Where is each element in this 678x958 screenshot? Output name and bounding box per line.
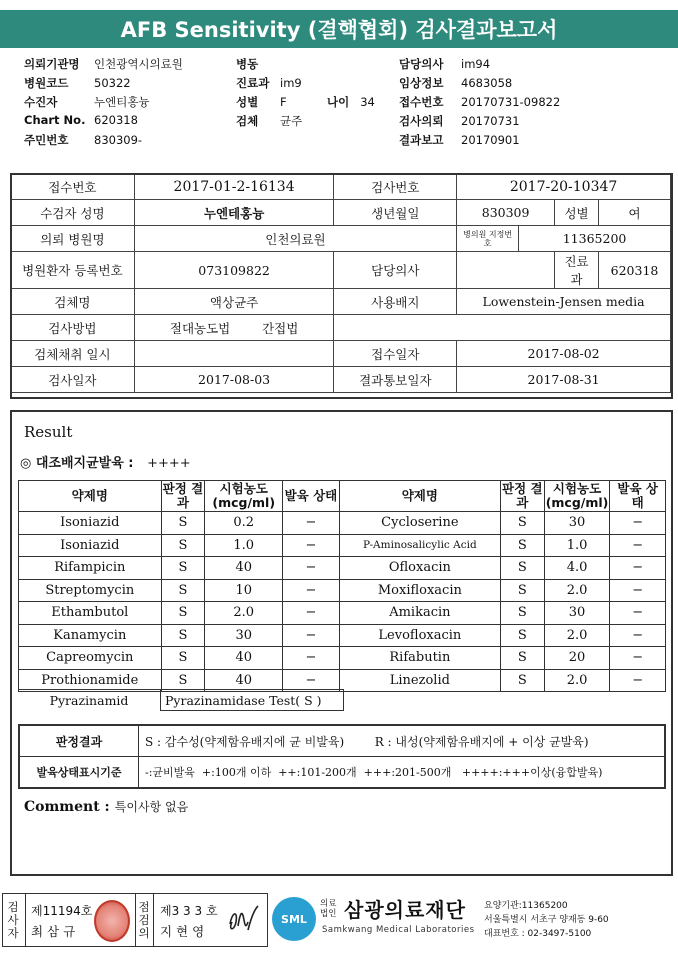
header-field-label: 검체	[236, 114, 259, 128]
drug-growth-cell: −	[610, 624, 666, 647]
header-field-label: 임상정보	[399, 76, 444, 90]
drug-growth-cell: −	[610, 512, 666, 535]
drug-drug-cell: Streptomycin	[19, 579, 162, 602]
received-value: 2017-08-02	[457, 341, 671, 367]
drug-growth-cell: −	[283, 647, 340, 670]
drug-conc-cell: 4.0	[544, 557, 610, 580]
drug-judge-cell: S	[161, 602, 205, 625]
drug-growth-cell: −	[610, 602, 666, 625]
comment	[24, 796, 188, 815]
legend-table	[18, 724, 666, 789]
drug-judge-cell: S	[161, 534, 205, 557]
header-field	[24, 56, 183, 72]
drug-judge-cell: S	[500, 647, 544, 670]
header-growth: 발육 상태	[283, 481, 340, 512]
drug-drug-cell: Prothionamide	[19, 669, 162, 692]
header-field-value: 20170901	[461, 133, 520, 147]
hospital-code: 11365200	[519, 226, 671, 252]
method-label: 검사방법	[11, 315, 135, 341]
collect-value	[134, 341, 334, 367]
header-conc: 시험농도 (mcg/ml)	[205, 481, 283, 512]
header-field-value: 620318	[94, 113, 138, 127]
drug-drug-cell: Linezolid	[339, 669, 500, 692]
drug-judge-cell: S	[500, 624, 544, 647]
drug-growth-cell: −	[610, 579, 666, 602]
header-field-value: F	[280, 95, 287, 109]
header-field-value: im94	[461, 57, 491, 71]
drug-growth-cell: −	[283, 512, 340, 535]
comment-text: 특이사항 없음	[114, 800, 189, 814]
hospital-code-label: 병의원 지정번호	[457, 226, 519, 252]
header-field-value: im9	[280, 76, 302, 90]
legend-growth-text: -:균비발육 +:100개 이하 ++:101-200개 +++:201-500개 ++++:+++이상(융합발육)	[139, 757, 666, 789]
drug-judge-cell: S	[161, 512, 205, 535]
header-field-value: 20170731-09822	[461, 95, 561, 109]
hospital-value: 인천의료원	[134, 226, 456, 252]
legend-growth-label: 발육상태표시기준	[19, 757, 139, 789]
signature	[224, 900, 264, 938]
reg-no: 073109822	[134, 252, 334, 289]
drug-growth-cell: −	[283, 624, 340, 647]
header-growth: 발육 상태	[610, 481, 666, 512]
drug-judge-cell: S	[500, 534, 544, 557]
header-field	[399, 56, 490, 72]
drug-drug-cell: Ethambutol	[19, 602, 162, 625]
drug-conc-cell: 40	[205, 647, 283, 670]
reviewer-number: 제3 3 3 호	[160, 904, 218, 918]
header-field	[24, 132, 142, 148]
header-judge: 판정 결과	[502, 481, 543, 510]
pyrazinamid-test: Pyrazinamidase Test( S )	[161, 690, 344, 711]
drug-growth-cell: −	[283, 602, 340, 625]
header-drug: 약제명	[339, 481, 500, 512]
examiner-number: 제11194호	[31, 904, 93, 918]
seal-stamp	[94, 900, 130, 942]
header-field-value: 4683058	[461, 76, 513, 90]
header-field-value: 20170731	[461, 114, 520, 128]
specimen-label: 검체명	[11, 289, 135, 315]
drug-conc-cell: 2.0	[544, 669, 610, 692]
org-english-name: Samkwang Medical Laboratories	[322, 925, 475, 935]
table-row	[19, 579, 666, 602]
header-field	[236, 113, 302, 129]
table-row	[19, 534, 666, 557]
drug-growth-cell: −	[610, 647, 666, 670]
header-field	[236, 56, 280, 72]
legend-judge-s: S : 감수성(약제함유배지에 균 비발육)	[145, 734, 345, 749]
result-heading: Result	[24, 423, 73, 441]
divider	[153, 893, 154, 947]
table-row	[19, 624, 666, 647]
drug-drug-cell: Isoniazid	[19, 534, 162, 557]
drug-drug-cell: Levofloxacin	[339, 624, 500, 647]
header-field	[236, 75, 302, 91]
drug-conc-cell: 0.2	[205, 512, 283, 535]
sex-label: 성별	[555, 200, 599, 226]
divider	[25, 893, 26, 947]
header-field-value: 50322	[94, 76, 131, 90]
header-field-label: 의뢰기관명	[24, 57, 80, 71]
header-field	[399, 132, 520, 148]
drug-growth-cell: −	[610, 557, 666, 580]
header-field-label: Chart No.	[24, 113, 86, 127]
control-value: ++++	[147, 456, 191, 471]
drug-table	[18, 480, 666, 692]
header-field-value: 누엔티홍늉	[94, 95, 150, 109]
header-field	[399, 75, 512, 91]
test-no: 2017-20-10347	[457, 174, 671, 200]
drug-conc-cell: 30	[544, 602, 610, 625]
drug-drug-cell: Rifampicin	[19, 557, 162, 580]
drug-judge-cell: S	[161, 579, 205, 602]
control-growth	[20, 452, 191, 471]
drug-judge-cell: S	[161, 669, 205, 692]
drug-drug-cell: Amikacin	[339, 602, 500, 625]
received-label: 접수일자	[334, 341, 457, 367]
drug-drug-cell: Cycloserine	[339, 512, 500, 535]
header-drug: 약제명	[19, 481, 162, 512]
drug-conc-cell: 30	[544, 512, 610, 535]
header-field-label: 접수번호	[399, 95, 444, 109]
comment-label: Comment :	[24, 799, 110, 815]
drug-drug-cell: Moxifloxacin	[339, 579, 500, 602]
report-title: AFB Sensitivity (결핵협회) 검사결과보고서	[0, 10, 678, 48]
sml-logo: SML	[272, 897, 316, 941]
header-field-label: 주민번호	[24, 133, 69, 147]
drug-growth-cell: −	[610, 534, 666, 557]
drug-drug-cell: Ofloxacin	[339, 557, 500, 580]
legend-judge-r: R : 내성(약제함유배지에 + 이상 균발육)	[374, 734, 589, 749]
drug-conc-cell: 10	[205, 579, 283, 602]
header-field	[399, 94, 560, 110]
dept-value: 620318	[599, 252, 671, 289]
header-conc: 시험농도 (mcg/ml)	[545, 481, 609, 510]
reg-no-label: 병원환자 등록번호	[11, 252, 135, 289]
header-field	[399, 113, 520, 129]
header-field-label: 진료과	[236, 76, 270, 90]
examiner-name: 최 삼 규	[31, 924, 76, 939]
header-field	[24, 75, 131, 91]
header-field-label: 병동	[236, 57, 259, 71]
header-field-label: 검사의뢰	[399, 114, 444, 128]
drug-growth-cell: −	[283, 534, 340, 557]
specimen-value: 액상균주	[134, 289, 334, 315]
method-blank	[334, 315, 671, 341]
header-field-value: 균주	[280, 114, 303, 128]
org-prefix: 의료 법인	[320, 899, 337, 919]
header-field-label: 수진자	[24, 95, 58, 109]
receipt-no-label: 접수번호	[11, 174, 135, 200]
drug-drug-cell: P-Aminosalicylic Acid	[339, 534, 500, 557]
header-field-label: 담당의사	[399, 57, 444, 71]
age-field: 나이 34	[327, 95, 375, 109]
examiner-vertical-label: 검사자	[7, 900, 19, 940]
drug-judge-cell: S	[500, 557, 544, 580]
birth-value: 830309	[457, 200, 555, 226]
header-field-label: 병원코드	[24, 76, 69, 90]
method-value	[134, 315, 334, 341]
drug-judge-cell: S	[161, 624, 205, 647]
drug-drug-cell: Kanamycin	[19, 624, 162, 647]
hospital-label: 의뢰 병원명	[11, 226, 135, 252]
drug-conc-cell: 1.0	[205, 534, 283, 557]
org-address: 서울특별시 서초구 양재동 9-60	[484, 915, 609, 925]
drug-growth-cell: −	[283, 669, 340, 692]
drug-judge-cell: S	[500, 669, 544, 692]
drug-drug-cell: Isoniazid	[19, 512, 162, 535]
medium-value: Lowenstein-Jensen media	[457, 289, 671, 315]
drug-judge-cell: S	[161, 647, 205, 670]
birth-label: 생년월일	[334, 200, 457, 226]
header-field	[24, 113, 138, 127]
patient-name-label: 수검자 성명	[11, 200, 135, 226]
report-date-label: 결과통보일자	[334, 367, 457, 393]
drug-drug-cell: Rifabutin	[339, 647, 500, 670]
patient-name: 누엔테홍늉	[134, 200, 334, 226]
test-date-label: 검사일자	[11, 367, 135, 393]
test-no-label: 검사번호	[334, 174, 457, 200]
collect-label: 검체채취 일시	[11, 341, 135, 367]
method-1: 절대농도법	[169, 320, 231, 336]
header-field	[24, 94, 150, 110]
reviewer-name: 지 현 영	[160, 924, 205, 939]
drug-conc-cell: 1.0	[544, 534, 610, 557]
drug-judge-cell: S	[500, 512, 544, 535]
dept-label: 진료과	[555, 252, 599, 289]
drug-conc-cell: 2.0	[544, 579, 610, 602]
table-row	[19, 602, 666, 625]
sex-value: 여	[599, 200, 671, 226]
drug-conc-cell: 20	[544, 647, 610, 670]
method-2: 간접법	[262, 320, 299, 336]
drug-judge-cell: S	[500, 602, 544, 625]
drug-growth-cell: −	[283, 557, 340, 580]
drug-drug-cell: Capreomycin	[19, 647, 162, 670]
drug-conc-cell: 40	[205, 669, 283, 692]
legend-judge-text	[139, 725, 666, 757]
pyrazinamid-table	[18, 689, 344, 711]
drug-conc-cell: 2.0	[544, 624, 610, 647]
drug-growth-cell: −	[283, 579, 340, 602]
divider	[135, 893, 136, 947]
drug-conc-cell: 2.0	[205, 602, 283, 625]
info-table	[10, 173, 671, 393]
medium-label: 사용배지	[334, 289, 457, 315]
reviewer-vertical-label: 점검의	[138, 900, 150, 940]
pyrazinamid-label: Pyrazinamid	[18, 690, 161, 711]
org-phone: 대표번호 : 02-3497-5100	[484, 929, 592, 939]
header-field-label: 성별	[236, 95, 259, 109]
drug-conc-cell: 40	[205, 557, 283, 580]
legend-judge-label: 판정결과	[19, 725, 139, 757]
header-field-value: 인천광역시의료원	[94, 57, 183, 71]
receipt-no: 2017-01-2-16134	[134, 174, 334, 200]
org-code: 요양기관:11365200	[484, 901, 568, 911]
org-name: 삼광의료재단	[344, 898, 466, 922]
drug-growth-cell: −	[610, 669, 666, 692]
table-row	[19, 647, 666, 670]
header-field-label: 결과보고	[399, 133, 444, 147]
drug-judge-cell: S	[161, 557, 205, 580]
doctor-label: 담당의사	[334, 252, 457, 289]
report-date-value: 2017-08-31	[457, 367, 671, 393]
drug-judge-cell: S	[500, 579, 544, 602]
header-judge: 판정 결과	[162, 481, 204, 510]
test-date-value: 2017-08-03	[134, 367, 334, 393]
header-field-value: 830309-	[94, 133, 143, 147]
drug-conc-cell: 30	[205, 624, 283, 647]
table-row	[19, 512, 666, 535]
header-field	[236, 94, 287, 110]
table-row	[19, 557, 666, 580]
doctor-value	[457, 252, 555, 289]
control-label: ◎ 대조배지균발육 :	[20, 456, 134, 471]
